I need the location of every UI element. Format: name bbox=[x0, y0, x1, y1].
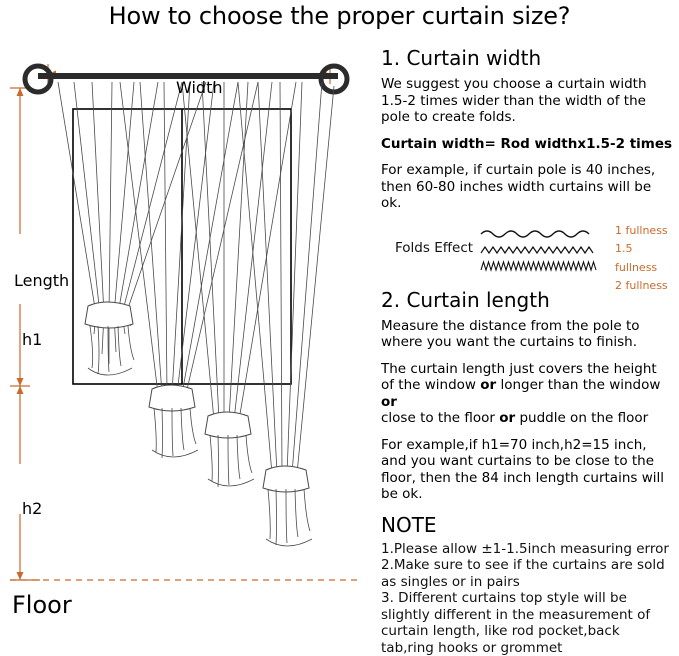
label-h2: h2 bbox=[22, 499, 42, 518]
curtain-bundles bbox=[58, 82, 334, 546]
width-paragraph-2: For example, if curtain pole is 40 inches, then 60-80 inches width curtains will be ok. bbox=[381, 162, 673, 212]
label-length: Length bbox=[14, 271, 69, 290]
width-formula: Curtain width= Rod widthx1.5-2 times bbox=[381, 136, 673, 153]
width-paragraph-1: We suggest you choose a curtain width 1.5-2 times wider than the width of the pole to create folds. bbox=[381, 76, 673, 126]
length-paragraph-3: For example,if h1=70 inch,h2=15 inch, and you want curtains to be close to the floor, then the 84 inch length curtains will be ok. bbox=[381, 437, 673, 503]
legend-item-2: 1.5 fullness bbox=[615, 240, 673, 277]
note-line-2: 2.Make sure to see if the curtains are sold as singles or in pairs bbox=[381, 557, 673, 590]
folds-effect-label: Folds Effect bbox=[395, 240, 473, 256]
length-p2-part-g: puddle on the floor bbox=[515, 410, 648, 426]
curtain-bundle-4 bbox=[238, 82, 334, 546]
folds-effect-diagram bbox=[479, 222, 607, 278]
length-paragraph-2 bbox=[381, 361, 673, 427]
folds-legend bbox=[615, 222, 673, 296]
length-p2-or-3: or bbox=[499, 410, 515, 426]
length-paragraph-1: Measure the distance from the pole to where you want the curtains to finish. bbox=[381, 318, 673, 351]
length-p2-part-e: close to the floor bbox=[381, 410, 499, 426]
label-width: Width bbox=[176, 78, 222, 97]
length-p2-or-1: or bbox=[480, 377, 496, 393]
page-title: How to choose the proper curtain size? bbox=[0, 2, 679, 30]
folds-effect-row bbox=[381, 222, 673, 278]
heading-note: NOTE bbox=[381, 513, 673, 537]
text-column bbox=[381, 46, 673, 656]
length-p2-or-2: or bbox=[381, 394, 397, 410]
window-frame bbox=[73, 109, 291, 384]
note-list bbox=[381, 541, 673, 656]
legend-item-1: 1 fullness bbox=[615, 222, 673, 241]
heading-curtain-width: 1. Curtain width bbox=[381, 46, 673, 70]
curtain-diagram bbox=[0, 34, 372, 617]
legend-item-3: 2 fullness bbox=[615, 277, 673, 296]
note-line-1: 1.Please allow ±1-1.5inch measuring error bbox=[381, 541, 673, 558]
length-p2-part-a: The curtain length just covers the height of the window bbox=[381, 361, 657, 394]
curtain-bundle-3 bbox=[182, 82, 296, 487]
length-p2-part-c: longer than the window bbox=[496, 377, 660, 393]
label-h1: h1 bbox=[22, 330, 42, 349]
curtain-illustration-svg bbox=[0, 34, 372, 617]
heading-curtain-length: 2. Curtain length bbox=[381, 288, 673, 312]
note-line-3: 3. Different curtains top style will be slightly different in the measurement of curtain length, like rod pocket,back tab,ring hooks or grommet bbox=[381, 590, 673, 656]
curtain-bundle-1 bbox=[58, 82, 206, 375]
label-floor: Floor bbox=[12, 591, 72, 619]
